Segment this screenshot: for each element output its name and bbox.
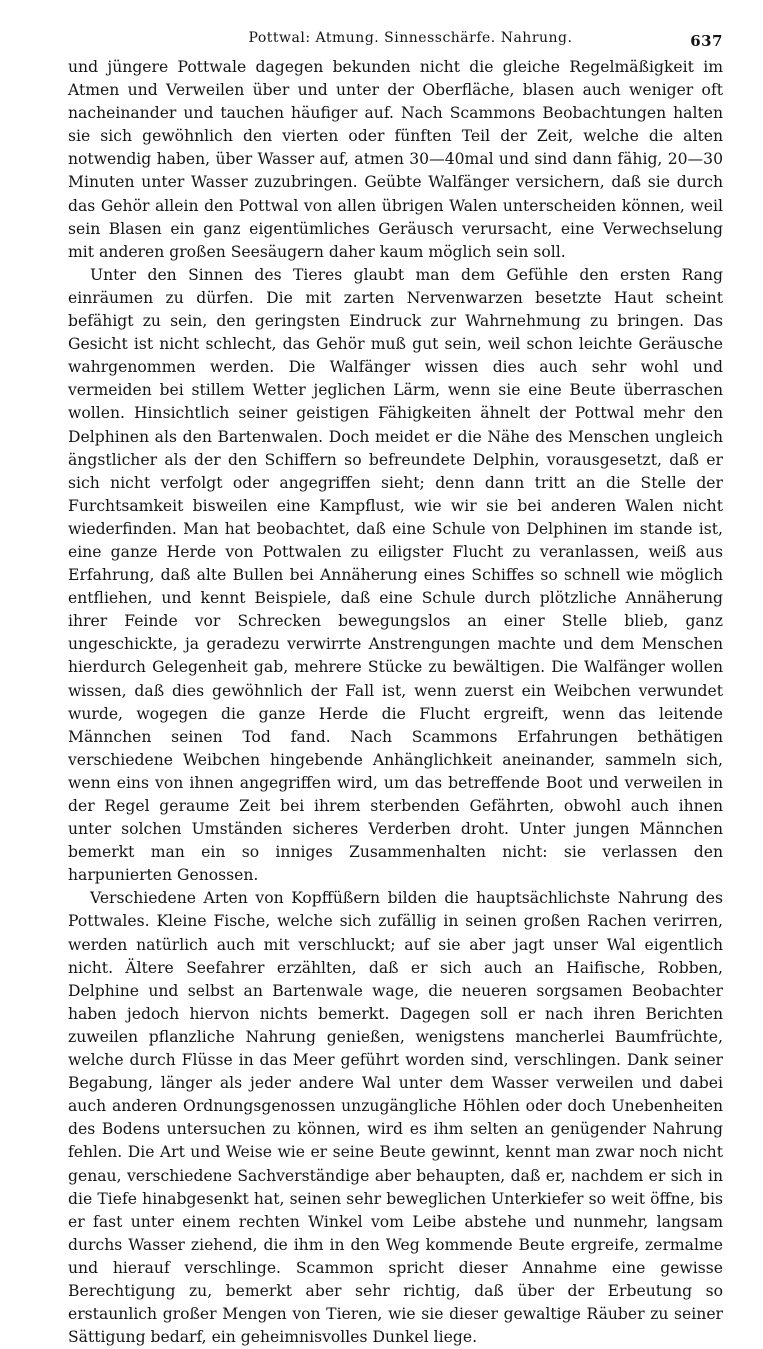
page-number: 637 [690,32,723,50]
running-head [68,30,723,56]
paragraph: Verschiedene Arten von Kopffüßern bilden die hauptsächlichste Nahrung des Pottwales. Kleine Fische, welche sich zufällig in seinen großen Rachen verirren, werden natürlich auch mit verschluckt; auf sie aber jagt unser Wal eigentlich nicht. Ältere Seefahrer erzählten, daß er sich auch an Haifische, Robben, Delphine und selbst an Bartenwale wage, die neueren sorgsamen Beobachter haben jedoch hiervon nichts bemerkt. Dagegen soll er nach ihren Berichten zuweilen pflanzliche Nahrung genießen, wenigstens mancherlei Baumfrüchte, welche durch Flüsse in das Meer geführt worden sind, verschlingen. Dank seiner Begabung, länger als jeder andere Wal unter dem Wasser verweilen und dabei auch anderen Ordnungsgenossen unzugängliche Höhlen oder doch Unebenheiten des Bodens untersuchen zu können, wird es ihm selten an genügender Nahrung fehlen. Die Art und Weise wie er seine Beute gewinnt, kennt man zwar noch nicht genau, verschiedene Sachverständige aber behaupten, daß er, nachdem er sich in die Tiefe hinabgesenkt hat, seinen sehr beweglichen Unterkiefer so weit öffne, bis er fast unter einem rechten Winkel vom Leibe abstehe und nunmehr, langsam durchs Wasser ziehend, die ihm in den Weg kommende Beute ergreife, zermalme und hierauf verschlinge. Scammon spricht dieser Annahme eine gewisse Berechtigung zu, bemerkt aber sehr richtig, daß über der Erbeutung so erstaunlich großer Mengen von Tieren, wie sie dieser gewaltige Räuber zu seiner Sättigung bedarf, ein geheimnisvolles Dunkel liege. [68,889,723,1347]
body-text [68,56,723,1349]
paragraph: und jüngere Pottwale dagegen bekunden nicht die gleiche Regelmäßigkeit im Atmen und Verweilen über und unter der Oberfläche, blasen auch weniger oft nacheinander und tauchen häufiger auf. Nach Scammons Beobachtungen halten sie sich gewöhnlich den vierten oder fünften Teil der Zeit, welche die alten notwendig haben, über Wasser auf, atmen 30—40mal und sind dann fähig, 20—30 Minuten unter Wasser zuzubringen. Geübte Walfänger versichern, daß sie durch das Gehör allein den Pottwal von allen übrigen Walen unterscheiden können, weil sein Blasen ein ganz eigentümliches Geräusch verursacht, eine Verwechselung mit anderen großen Seesäugern daher kaum möglich sein soll. [68,58,723,261]
running-title: Pottwal: Atmung. Sinnesschärfe. Nahrung. [248,30,573,46]
paragraph: Unter den Sinnen des Tieres glaubt man dem Gefühle den ersten Rang einräumen zu dürfen. Die mit zarten Nervenwarzen besetzte Haut scheint befähigt zu sein, den geringsten Eindruck zur Wahrnehmung zu bringen. Das Gesicht ist nicht schlecht, das Gehör muß gut sein, weil schon leichte Geräusche wahrgenommen werden. Die Walfänger wissen dies auch sehr wohl und vermeiden bei stillem Wetter jeglichen Lärm, wenn sie eine Beute überraschen wollen. Hinsichtlich seiner geistigen Fähigkeiten ähnelt der Pottwal mehr den Delphinen als den Bartenwalen. Doch meidet er die Nähe des Menschen ungleich ängstlicher als der den Schiffern so befreundete Delphin, vorausgesetzt, daß er sich nicht verfolgt oder angegriffen sieht; denn dann tritt an die Stelle der Furchtsamkeit bisweilen eine Kampflust, wie wir sie bei anderen Walen nicht wiederfinden. Man hat beobachtet, daß eine Schule von Delphinen im stande ist, eine ganze Herde von Pottwalen zu eiligster Flucht zu veranlassen, weiß aus Erfahrung, daß alte Bullen bei Annäherung eines Schiffes so schnell wie möglich entfliehen, und kennt Beispiele, daß eine Schule durch plötzliche Annäherung ihrer Feinde vor Schrecken bewegungslos an einer Stelle blieb, ganz ungeschickte, ja geradezu verwirrte Anstrengungen machte und dem Menschen hierdurch Gelegenheit gab, mehrere Stücke zu bewältigen. Die Walfänger wollen wissen, daß dies gewöhnlich der Fall ist, wenn zuerst ein Weibchen verwundet wurde, wogegen die ganze Herde die Flucht ergreift, wenn das leitende Männchen seinen Tod fand. Nach Scammons Erfahrungen bethätigen verschiedene Weibchen hingebende Anhänglichkeit aneinander, sammeln sich, wenn eins von ihnen angegriffen wird, um das betreffende Boot und verweilen in der Regel geraume Zeit bei ihrem sterbenden Gefährten, obwohl auch ihnen unter solchen Umständen sicheres Verderben droht. Unter jungen Männchen bemerkt man ein so inniges Zusammenhalten nicht: sie verlassen den harpunierten Genossen. [68,265,723,885]
